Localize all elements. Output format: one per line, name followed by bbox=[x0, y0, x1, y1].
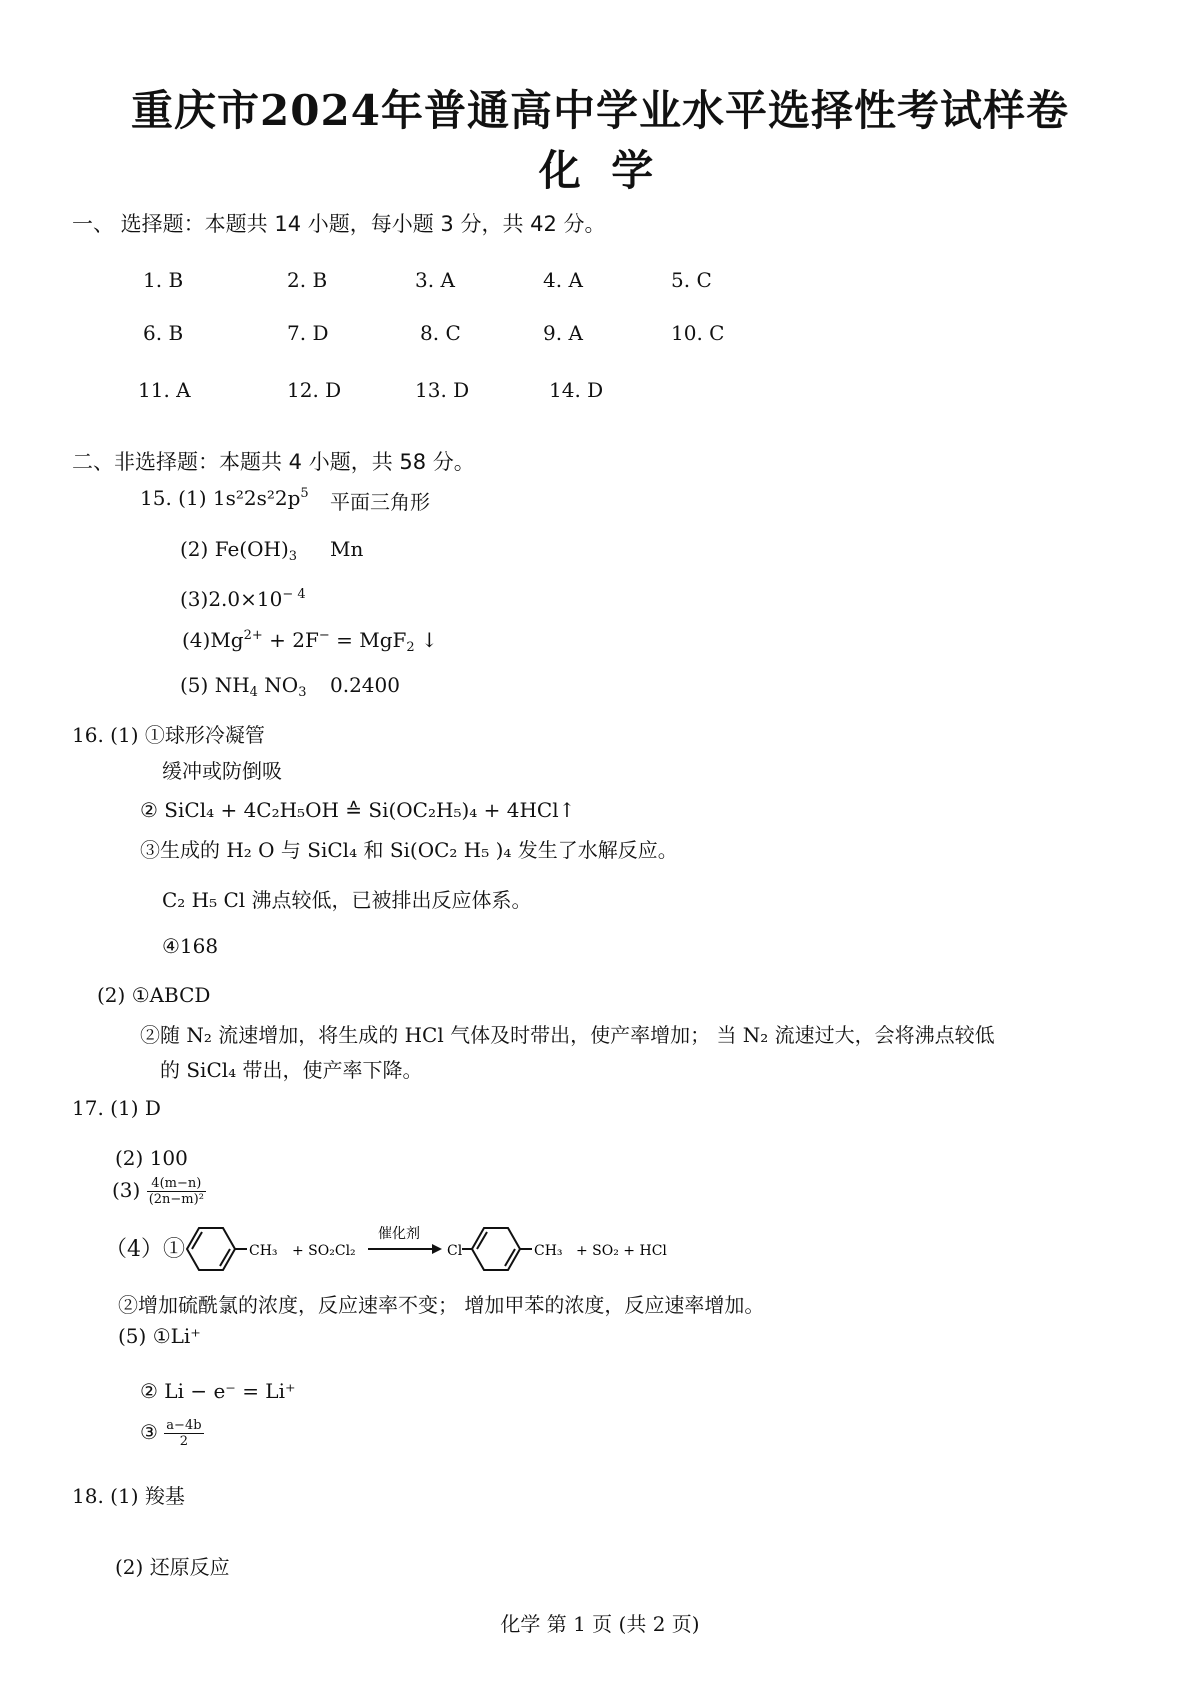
answer-7: 7. D bbox=[287, 321, 329, 345]
page-footer: 化学 第 1 页 (共 2 页) bbox=[500, 1612, 700, 1636]
q16-part1: 16. (1) ①球形冷凝管 bbox=[72, 723, 265, 747]
q15-part4: $(4)Mg^{2+} + 2F^- = MgF_2$ ↓ bbox=[182, 628, 438, 655]
ch3-label-product: CH₃ bbox=[534, 1243, 563, 1259]
answer-9: 9. A bbox=[543, 321, 583, 345]
q16-2-part1: (2) ①ABCD bbox=[97, 983, 211, 1007]
q15-part1: 15. (1) $1s^22s^22p^5$ bbox=[140, 486, 309, 510]
q15-part2: (2) $Fe(OH)_3$ bbox=[180, 537, 298, 564]
answer-14: 14. D bbox=[549, 378, 604, 402]
q16-part3b: C₂ H₅ Cl 沸点较低，已被排出反应体系。 bbox=[162, 888, 532, 912]
cl-label: Cl bbox=[447, 1243, 463, 1259]
q17-part4b: ②增加硫酰氯的浓度，反应速率不变； 增加甲苯的浓度，反应速率增加。 bbox=[118, 1293, 765, 1317]
answer-8: 8. C bbox=[420, 321, 461, 345]
q16-2-part2: ②随 N₂ 流速增加，将生成的 HCl 气体及时带出，使产率增加； 当 N₂ 流速过大，会将沸点较低 bbox=[140, 1023, 995, 1047]
section-2-header: 二、非选择题：本题共 4 小题，共 58 分。 bbox=[72, 450, 475, 474]
q16-part3: ③生成的 H₂ O 与 SiCl₄ 和 Si(OC₂ H₅ )₄ 发生了水解反应。 bbox=[140, 838, 678, 862]
reaction-scheme bbox=[182, 1218, 682, 1280]
q17-part2: (2) 100 bbox=[115, 1146, 188, 1170]
q15-part3: $(3)2.0\times 10^{- 4}$ bbox=[180, 587, 306, 611]
q17-part5b: ② Li − e⁻ = Li⁺ bbox=[140, 1379, 296, 1403]
products-label: + SO₂ + HCl bbox=[576, 1243, 667, 1259]
answer-6: 6. B bbox=[143, 321, 184, 345]
q17-part5c-fraction: $\frac{a-4b}{2}$ bbox=[166, 1418, 202, 1449]
answer-5: 5. C bbox=[671, 268, 712, 292]
q16-part1b: 缓冲或防倒吸 bbox=[162, 759, 282, 783]
answer-12: 12. D bbox=[287, 378, 342, 402]
q17-part5: (5) ①Li⁺ bbox=[118, 1324, 201, 1348]
q17-part4-label: （4）① bbox=[105, 1237, 185, 1262]
q17-part3: (3) $\frac{4(m-n)}{\text{(2n−m)²}}$ bbox=[112, 1176, 204, 1207]
answer-11: 11. A bbox=[138, 378, 191, 402]
answer-2: 2. B bbox=[287, 268, 328, 292]
q15-part1-answer: 平面三角形 bbox=[330, 490, 430, 514]
q17-part5c: ③ $\frac{a-4b}{2}$ bbox=[140, 1418, 202, 1449]
toluene-structure bbox=[187, 1228, 247, 1270]
subject-title: 化 学 bbox=[538, 146, 662, 195]
section-1-header: 一、 选择题：本题共 14 小题，每小题 3 分，共 42 分。 bbox=[72, 212, 606, 236]
answer-1: 1. B bbox=[143, 268, 184, 292]
q18-part2: (2) 还原反应 bbox=[115, 1555, 230, 1579]
ch3-label: CH₃ bbox=[249, 1243, 278, 1259]
arrow-icon bbox=[368, 1244, 442, 1254]
q16-part2-equation: ② SiCl₄ + 4C₂H₅OH ≙ Si(OC₂H₅)₄ + 4HCl↑ bbox=[140, 798, 576, 822]
catalyst-label: 催化剂 bbox=[378, 1226, 420, 1242]
q17-part3-fraction: $\frac{4(m-n)}{\text{(2n−m)²}}$ bbox=[148, 1176, 204, 1207]
answer-3: 3. A bbox=[415, 268, 455, 292]
answer-13: 13. D bbox=[415, 378, 470, 402]
answer-10: 10. C bbox=[671, 321, 725, 345]
q15-part2-answer: Mn bbox=[330, 537, 364, 561]
q16-part4: ④168 bbox=[162, 934, 219, 958]
exam-title: 重庆市2024年普通高中学业水平选择性考试样卷 bbox=[131, 86, 1069, 135]
answer-4: 4. A bbox=[543, 268, 583, 292]
q15-part5: (5) $NH_4$ $NO_3$ bbox=[180, 673, 307, 700]
q15-part5-answer: 0.2400 bbox=[330, 673, 400, 697]
chlorotoluene-structure bbox=[462, 1228, 532, 1270]
reagent-label: + SO₂Cl₂ bbox=[292, 1243, 356, 1259]
q17-part1: 17. (1) D bbox=[72, 1096, 161, 1120]
q16-2-part2b: 的 SiCl₄ 带出，使产率下降。 bbox=[160, 1058, 423, 1082]
q18-part1: 18. (1) 羧基 bbox=[72, 1484, 185, 1508]
